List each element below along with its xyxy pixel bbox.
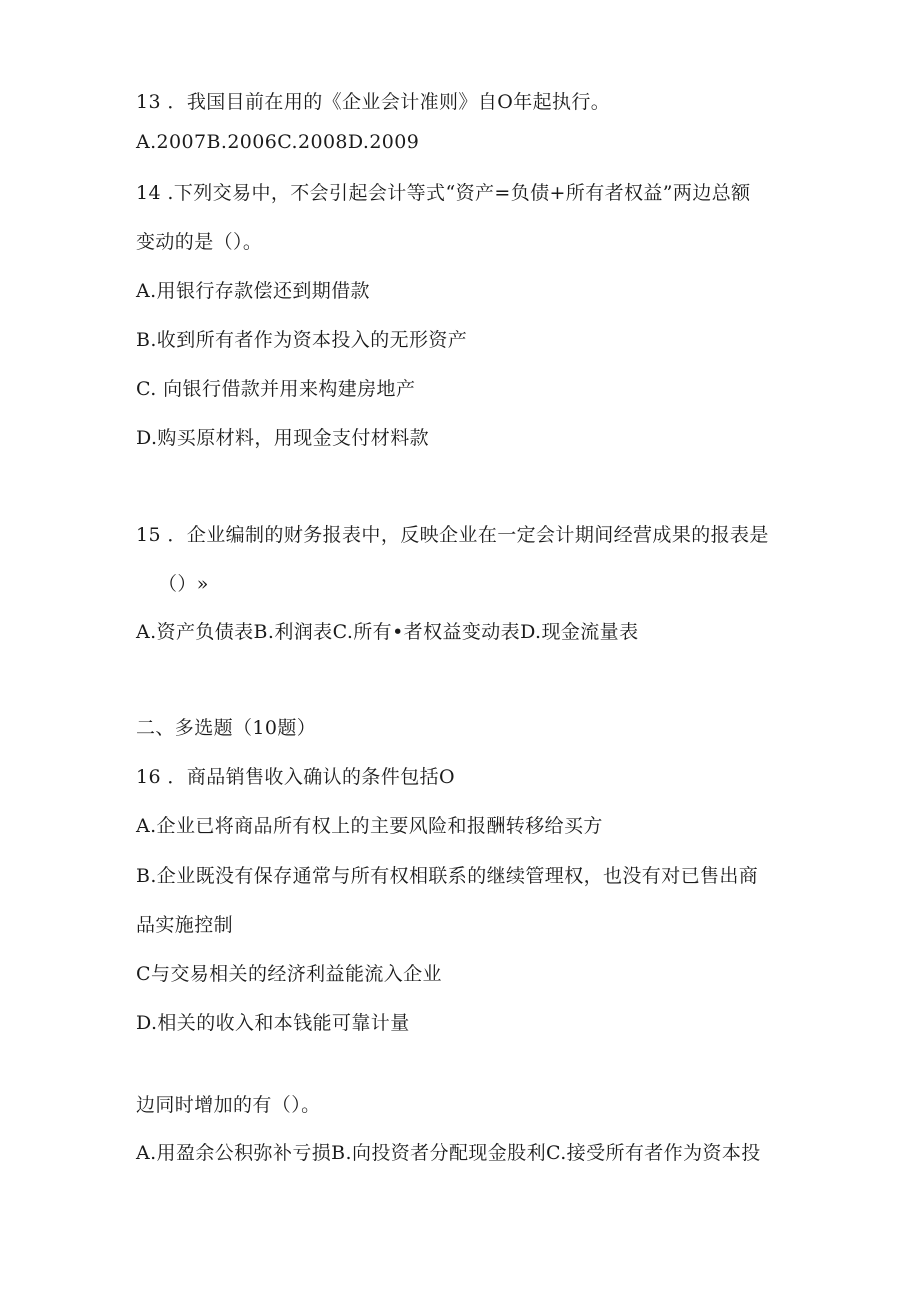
q15-stem-line1: 15 ．企业编制的财务报表中，反映企业在一定会计期间经营成果的报表是 xyxy=(136,524,769,546)
q16-option-c: C与交易相关的经济利益能流入企业 xyxy=(136,963,442,985)
q14-stem-line2: 变动的是（）。 xyxy=(136,231,263,253)
fragment-stem: 边同时增加的有（）。 xyxy=(136,1094,321,1116)
q15-stem-line2: （）» xyxy=(158,573,209,595)
fragment-options: A.用盈余公积弥补亏损B.向投资者分配现金股利C.接受所有者作为资本投 xyxy=(136,1142,761,1164)
q14-option-a: A.用银行存款偿还到期借款 xyxy=(136,280,370,302)
q14-option-c: C. 向银行借款并用来构建房地产 xyxy=(136,378,416,400)
q15-options: A.资产负债表B.利润表C.所有•者权益变动表D.现金流量表 xyxy=(136,621,639,643)
q14-stem-line1: 14 .下列交易中，不会引起会计等式“资产=负债+所有者权益”两边总额 xyxy=(136,182,751,204)
section-heading: 二、多选题（10题） xyxy=(136,717,317,739)
q16-option-d: D.相关的收入和本钱能可靠计量 xyxy=(136,1012,410,1034)
q14-option-b: B.收到所有者作为资本投入的无形资产 xyxy=(136,329,468,351)
q16-option-a: A.企业已将商品所有权上的主要风险和报酬转移给买方 xyxy=(136,815,603,837)
q13-stem: 13 ．我国目前在用的《企业会计准则》自O年起执行。 xyxy=(136,91,611,113)
q13-options: A.2007B.2006C.2008D.2009 xyxy=(136,131,420,153)
q16-option-b-line1: B.企业既没有保存通常与所有权相联系的继续管理权，也没有对已售出商 xyxy=(136,865,759,887)
q16-stem: 16 ．商品销售收入确认的条件包括O xyxy=(136,766,455,788)
q16-option-b-line2: 品实施控制 xyxy=(136,914,234,936)
q14-option-d: D.购买原材料，用现金支付材料款 xyxy=(136,427,429,449)
